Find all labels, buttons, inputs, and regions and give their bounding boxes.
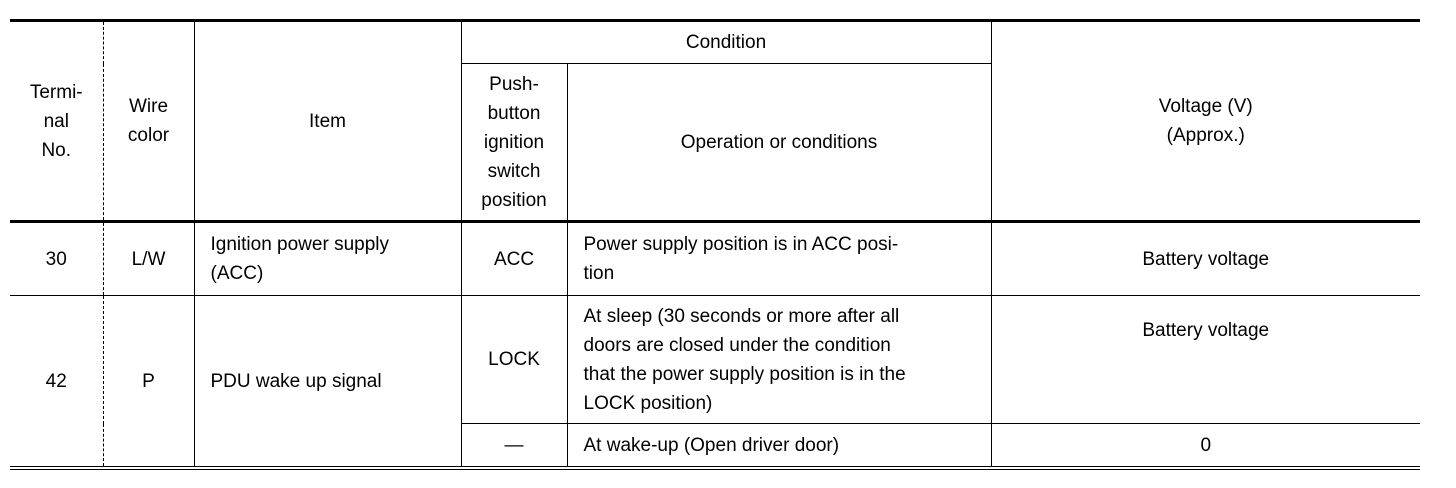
cell-item — [194, 222, 461, 296]
item-line2: (ACC) — [210, 263, 264, 284]
voltage-value: 0 — [1200, 434, 1212, 456]
header-wire-color — [103, 21, 194, 222]
header-voltage-line1: Voltage (V) — [1158, 96, 1253, 117]
header-operation-label: Operation or conditions — [680, 131, 878, 153]
cell-terminal — [10, 222, 103, 296]
header-wire-line2: color — [127, 125, 170, 146]
header-terminal-no — [10, 21, 103, 222]
voltage-value: Battery voltage — [1142, 248, 1270, 270]
position-value: LOCK — [488, 349, 540, 370]
terminal-spec-table-wrapper — [10, 19, 1420, 470]
cell-position — [461, 296, 567, 424]
header-terminal-line3: No. — [41, 139, 72, 161]
header-position-line4: switch — [487, 160, 541, 182]
operation-line2: doors are closed under the condition — [583, 334, 891, 356]
item-line1: PDU wake up signal — [210, 370, 382, 392]
header-item — [194, 21, 461, 222]
cell-position — [461, 222, 567, 296]
header-terminal-line1: Termi- — [29, 81, 83, 103]
operation-line3: that the power supply position is in the — [583, 363, 906, 385]
position-value: — — [504, 434, 524, 456]
operation-line4: LOCK position) — [583, 392, 713, 414]
terminal-spec-table — [10, 19, 1420, 470]
cell-terminal — [10, 296, 103, 469]
operation-line1: At sleep (30 seconds or more after all — [583, 305, 900, 327]
header-condition — [461, 21, 991, 64]
header-voltage-line2: (Approx.) — [1166, 125, 1245, 146]
cell-position — [461, 424, 567, 469]
wire-value: P — [142, 370, 155, 392]
cell-operation — [567, 296, 991, 424]
wire-value: L/W — [131, 248, 166, 270]
operation-line1: At wake-up (Open driver door) — [583, 434, 840, 456]
item-line1: Ignition power supply — [210, 234, 389, 255]
terminal-value: 30 — [45, 248, 67, 270]
header-operation — [567, 64, 991, 222]
cell-operation — [567, 424, 991, 469]
header-terminal-line2: nal — [43, 110, 69, 132]
header-condition-label: Condition — [685, 32, 767, 53]
header-position-line1: Push- — [489, 73, 539, 95]
cell-item — [194, 296, 461, 469]
cell-voltage — [991, 222, 1420, 296]
terminal-value: 42 — [45, 370, 67, 392]
cell-voltage — [991, 424, 1420, 469]
cell-voltage — [991, 296, 1420, 424]
header-wire-line1: Wire — [128, 96, 169, 117]
header-item-label: Item — [309, 110, 346, 132]
header-voltage — [991, 21, 1420, 222]
cell-wire — [103, 296, 194, 469]
cell-wire — [103, 222, 194, 296]
cell-operation — [567, 222, 991, 296]
operation-line1: Power supply position is in ACC posi- — [583, 234, 899, 255]
position-value: ACC — [493, 248, 535, 270]
header-position-line5: position — [481, 189, 547, 211]
table-row — [10, 222, 1420, 296]
header-position-line2: button — [487, 102, 541, 124]
voltage-value: Battery voltage — [1142, 320, 1270, 341]
header-position-line3: ignition — [483, 131, 545, 153]
header-switch-position — [461, 64, 567, 222]
operation-line2: tion — [583, 263, 615, 284]
table-row — [10, 296, 1420, 424]
